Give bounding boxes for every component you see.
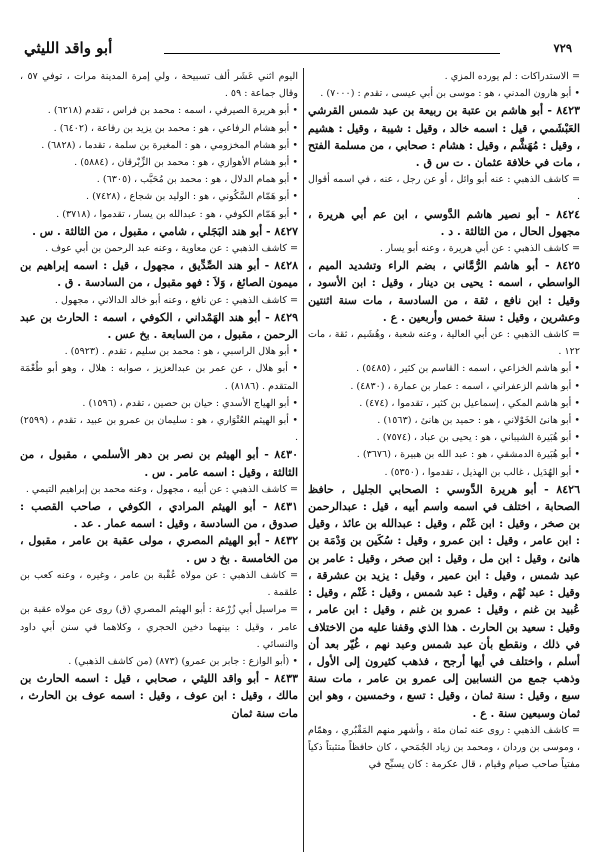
cross-reference-item: • أبو الهياج الأسدي : حيان بن حصين ، تقدم ، (١٥٩٦) . [20,395,298,412]
biography-entry: ٨٤٣٠ - أبو الهيثم بن نصر بن دهر الأسلمي ، مقبول ، من الثالثة ، وقيل : اسمه عامر . س . [20,448,298,479]
cross-reference-item: • أبو هَمّام الكوفي ، هو : عبدالله بن يسار ، تقدموا ، (٣٧١٨) . [20,206,298,223]
cross-reference-item: • أبو هلال ، عن عمر بن عبدالعزيز ، صوابه : هلال ، وهو أبو طُعْمَة المتقدم . (٨١٨٦) . [20,360,298,394]
cross-reference-item: • أبو هَمّام السَّكُوني ، هو : الوليد بن شجاع ، (٧٤٢٨) . [20,188,298,205]
biography-entry: ٨٤٢٥ - أبو هاشم الرُّمَّاني ، بضم الراء وتشديد الميم ، الواسطي ، اسمه : يحيى بن دينار ، وقيل : ابن الأسود ، وقيل : ابن نافع ، ثقة ، من السادسة ، مات سنة اثنتين وعشرين ، وقيل : سنة خمس وأربعين . ع . [308,259,580,324]
text-line: = كاشف الذهبي : روى عنه ثمان مئة ، وأشهر منهم المَقْبُري ، وهمّام ، وموسى بن وردان ، ومحمد بن زياد الجُمَحي ، كان حافظاً متثبتاً ذكياً مفتياً صاحب صيام وقيام ، قال عكرمة : كان يسبِّح في [308,724,580,771]
cross-reference-item: • أبو هريرة الصيرفي ، اسمه : محمد بن فراس ، تقدم (٦٢١٨) . [20,102,298,119]
biography-entry: ٨٤٢٦ - أبو هريرة الدَّوسي : الصحابي الجليل ، حافظ الصحابة ، اختلف في اسمه واسم أبيه ، قيل : عبدالرحمن بن صخر ، وقيل : ابن غَنْم ، وقيل : عبدالله بن عائذ ، وقيل : ابن عامر ، وقيل : ابن عمرو ، وقيل : سُكَين بن وَدْمَة بن هانئ ، وقيل : ابن مل ، وقيل : ابن صخر ، وقيل : عامر بن عبد شمس ، وقيل : ابن عمير ، وقيل : يزيد بن عشرقة ، وقيل : عبد نُهْم ، وقيل : عبد شمس ، وقيل : غَنْم ، وقيل : عُبيد بن غنم ، وقيل : عمرو بن غنم ، وقيل : ابن عامر ، وقيل : سعيد بن الحارث . هذا الذي وقفنا عليه من الاختلاف في ذلك ، ونقطع بأن عبد شمس وعبد نهم ، غُيّر بعد أن أسلم ، واختلف في أيها أرجح ، فذهب كثيرون إلى الأول ، وذهب جمع من النسابين إلى عمرو بن عامر ، مات سنة سبع ، وقيل : سنة ثمان ، وقيل : تسع ، وخمسين ، وهو ابن ثمان وسبعين سنة . ع . [308,482,580,720]
text-line: = كاشف الذهبي : عن أبي هريرة ، وعنه أبو يسار . [379,243,580,255]
cross-reference-item: • أبو هشام الرفاعي ، هو : محمد بن يزيد بن رفاعة ، (٦٤٠٢) . [20,120,298,137]
cross-reference-item: • أبو الهُدَيل ، غالب بن الهذيل ، تقدموا ، (٥٣٥٠) . [308,464,580,481]
text-line: = الاستدراكات : لم يورده المزي . [444,71,580,82]
header-rule [164,53,500,54]
cross-reference-item: • أبو هانئ الخَوْلاني ، هو : حميد بن هانئ ، (١٥٦٣) . [308,412,580,429]
text-line: = كاشف الذهبي : عنه أبو وائل ، أو عن رجل ، عنه ، في اسمه أقوال . [308,174,580,203]
biography-entry: ٨٤٢٤ - أبو نصير هاشم الدَّوسي ، ابن عم أبي هريرة ، مجهول الحال ، من الثالثة . د . [308,207,580,238]
biography-entry: ٨٤٢٧ - أبو هند البَجَلي ، شامي ، مقبول ، من الثالثة . س . [32,224,298,238]
biography-entry: ٨٤٣١ - أبو الهيثم المرادي ، الكوفي ، صاحب القصب : صدوق ، من السادسة ، وقيل : اسمه عمار . عد . [20,500,298,531]
page-header [24,36,572,60]
biography-entry: ٨٤٢٣ - أبو هاشم بن عتبة بن ربيعة بن عبد شمس القرشي العَبْشَمي ، قيل : اسمه خالد ، وقيل : شيبة ، وقيل : هشيم ، وقيل : مُهَشَّم ، وقيل : هشام : صحابي ، من مسلمة الفتح ، مات في خلافة عثمان . ت س ق . [308,104,580,170]
running-title: أبو واقد الليثي [24,39,113,57]
cross-reference-item: • أبو هاشم المكي ، إسماعيل بن كثير ، تقدموا ، (٤٧٤) . [308,395,580,412]
right-column [308,68,580,858]
left-column [20,68,298,858]
biography-entry: ٨٤٣٢ - أبو الهيثم المصري ، مولى عقبة بن عامر ، مقبول ، من الخامسة . بخ د س . [20,534,298,565]
cross-reference-item: • أبو هُبَيرة الشيباني ، هو : يحيى بن عباد ، (٧٥٧٤) . [308,429,580,446]
cross-reference-item: • أبو الهيثم العُتْوَاري ، هو : سليمان بن عمرو بن عبيد ، تقدم ، (٢٥٩٩) . [20,412,298,446]
cross-reference-item: • أبو هلال الراسبي ، هو : محمد بن سليم ، تقدم . (٥٩٢٣) . [20,343,298,360]
biography-entry: ٨٤٣٣ - أبو واقد الليثي ، صحابي ، قيل : اسمه الحارث بن مالك ، وقيل : ابن عوف ، وقيل : اسمه عوف بن الحارث ، مات سنة ثمان [20,672,298,720]
cross-reference-item: • أبو هاشم الزعفراني ، اسمه : عمار بن عمارة ، (٤٨٣٠) . [308,378,580,395]
cross-reference-item: • (أبو الوازع : جابر بن عمرو) (٨٧٣) (من كاشف الذهبي) . [20,653,298,670]
biography-entry: ٨٤٢٨ - أبو هند الصِّدِّيق ، مجهول ، قيل : اسمه إبراهيم بن ميمون الصائغ ، وَلاَ : فهو مقبول ، من السادسة . ق . [20,259,298,290]
text-line: = كاشف الذهبي : عن مولاه عُقْبة بن عامر ، وغيره ، وعنه كعب بن علقمة . [20,569,298,599]
biography-entry: ٨٤٢٩ - أبو هند الهَمْداني ، الكوفي ، اسمه : الحارث بن عبد الرحمن ، مقبول ، من السابعة . بخ عس . [20,310,298,342]
column-divider [303,68,304,852]
text-line: = كاشف الذهبي : عن أبي العالية ، وعنه شعبة ، وهُشَيم ، ثقة ، مات ١٢٢ . [308,329,580,358]
text-line: = كاشف الذهبي : عن نافع ، وعنه أبو خالد الدالاني ، مجهول . [54,294,298,306]
text-line: = مراسيل أبي زُرْعة : أبو الهيثم المصري (ق) روى عن مولاه عقبة بن عامر ، وقيل : بينهما دخين الحجري ، وكلاهما في سنن أبي داود والنسائي . [20,604,298,650]
cross-reference-item: • أبو همام الدلال ، هو : محمد بن مُحَبَّب ، (٦٣٠٥) . [20,171,298,188]
text-line: = كاشف الذهبي : عن أبيه ، مجهول ، وعنه محمد بن إبراهيم التيمي . [25,483,298,495]
text-line: اليوم اثني عَشَر ألف تسبيحة ، ولي إمرة المدينة مرات ، توفي ٥٧ ، وقال جماعة : ٥٩ . [20,71,298,100]
page-number: ٧٢٩ [553,41,572,55]
cross-reference-item: • أبو هشام الأهوازي ، هو : محمد بن الزِّبْرقان ، (٥٨٨٤) . [20,154,298,171]
text-line: = كاشف الذهبي : عن معاوية ، وعنه عبد الرحمن بن أبي عوف . [45,243,298,255]
text-line: • أبو هارون المدني ، هو : موسى بن أبي عيسى ، تقدم : (٧٠٠٠) . [320,88,580,100]
cross-reference-item: • أبو هشام المخزومي ، هو : المغيرة بن سلمة ، تقدما ، (٦٨٢٨) . [20,137,298,154]
cross-reference-item: • أبو هُبَيرة الدمشقي ، هو : عبد الله بن هبيرة ، (٣٦٧٦) . [308,446,580,463]
cross-reference-item: • أبو هاشم الخزاعي ، اسمه : القاسم بن كثير ، (٥٤٨٥) . [308,360,580,377]
